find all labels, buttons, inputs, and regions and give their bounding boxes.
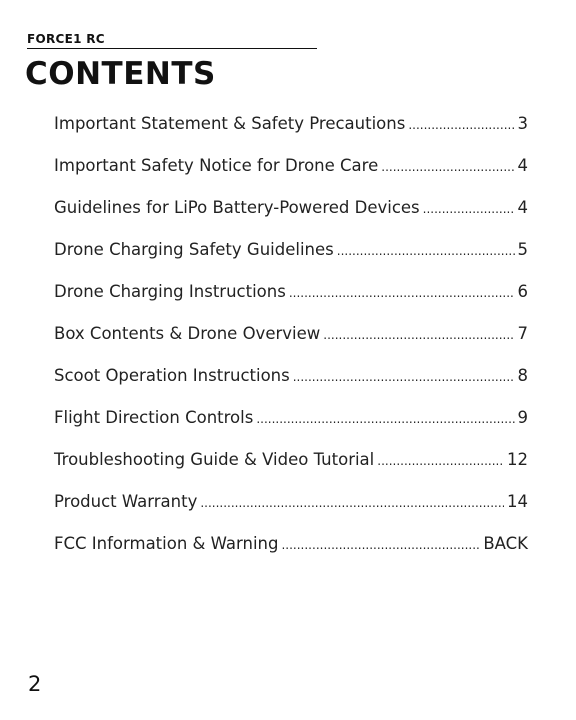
toc-dot-leader (256, 398, 514, 440)
toc-entry-label: Scoot Operation Instructions (54, 366, 290, 385)
toc-entry-label: Guidelines for LiPo Battery-Powered Devices (54, 198, 420, 217)
toc-entry-label: Drone Charging Safety Guidelines (54, 240, 334, 259)
toc-entry-page: 4 (517, 156, 528, 175)
toc-entry-page: 5 (517, 240, 528, 259)
toc-entry-page: 4 (517, 198, 528, 217)
toc-entry-statement-safety[interactable] (54, 103, 528, 145)
toc-entry-label: FCC Information & Warning (54, 534, 279, 553)
toc-dot-leader (293, 356, 515, 398)
toc-entry-lipo-guidelines[interactable] (54, 187, 528, 229)
toc-entry-troubleshooting[interactable] (54, 439, 528, 481)
toc-entry-fcc[interactable] (54, 523, 528, 565)
page-number: 2 (28, 672, 42, 696)
toc-entry-charging-safety[interactable] (54, 229, 528, 271)
toc-dot-leader (289, 272, 515, 314)
table-of-contents (54, 103, 528, 565)
toc-entry-label: Box Contents & Drone Overview (54, 324, 321, 343)
toc-entry-label: Product Warranty (54, 492, 198, 511)
toc-entry-page: 6 (517, 282, 528, 301)
toc-entry-label: Important Statement & Safety Precautions (54, 114, 406, 133)
toc-entry-page: 7 (517, 324, 528, 343)
toc-entry-box-contents[interactable] (54, 313, 528, 355)
toc-dot-leader (381, 146, 514, 188)
toc-dot-leader (337, 230, 515, 272)
toc-dot-leader (423, 188, 515, 230)
toc-dot-leader (323, 314, 514, 356)
toc-entry-page: 12 (507, 450, 528, 469)
toc-dot-leader (377, 440, 504, 482)
toc-entry-page: 8 (517, 366, 528, 385)
toc-entry-scoot-operation[interactable] (54, 355, 528, 397)
header-divider (27, 48, 317, 49)
toc-entry-label: Flight Direction Controls (54, 408, 254, 427)
toc-dot-leader (200, 482, 504, 524)
brand-name: FORCE1 RC (27, 32, 105, 46)
toc-entry-page: BACK (483, 534, 528, 553)
toc-dot-leader (408, 104, 514, 146)
page-title: CONTENTS (25, 56, 216, 92)
toc-entry-drone-care[interactable] (54, 145, 528, 187)
toc-entry-page: 9 (517, 408, 528, 427)
toc-entry-label: Troubleshooting Guide & Video Tutorial (54, 450, 375, 469)
toc-entry-charging-instructions[interactable] (54, 271, 528, 313)
toc-entry-page: 14 (507, 492, 528, 511)
toc-entry-warranty[interactable] (54, 481, 528, 523)
toc-entry-label: Drone Charging Instructions (54, 282, 286, 301)
toc-entry-flight-controls[interactable] (54, 397, 528, 439)
toc-entry-page: 3 (517, 114, 528, 133)
toc-dot-leader (281, 524, 480, 566)
toc-entry-label: Important Safety Notice for Drone Care (54, 156, 379, 175)
